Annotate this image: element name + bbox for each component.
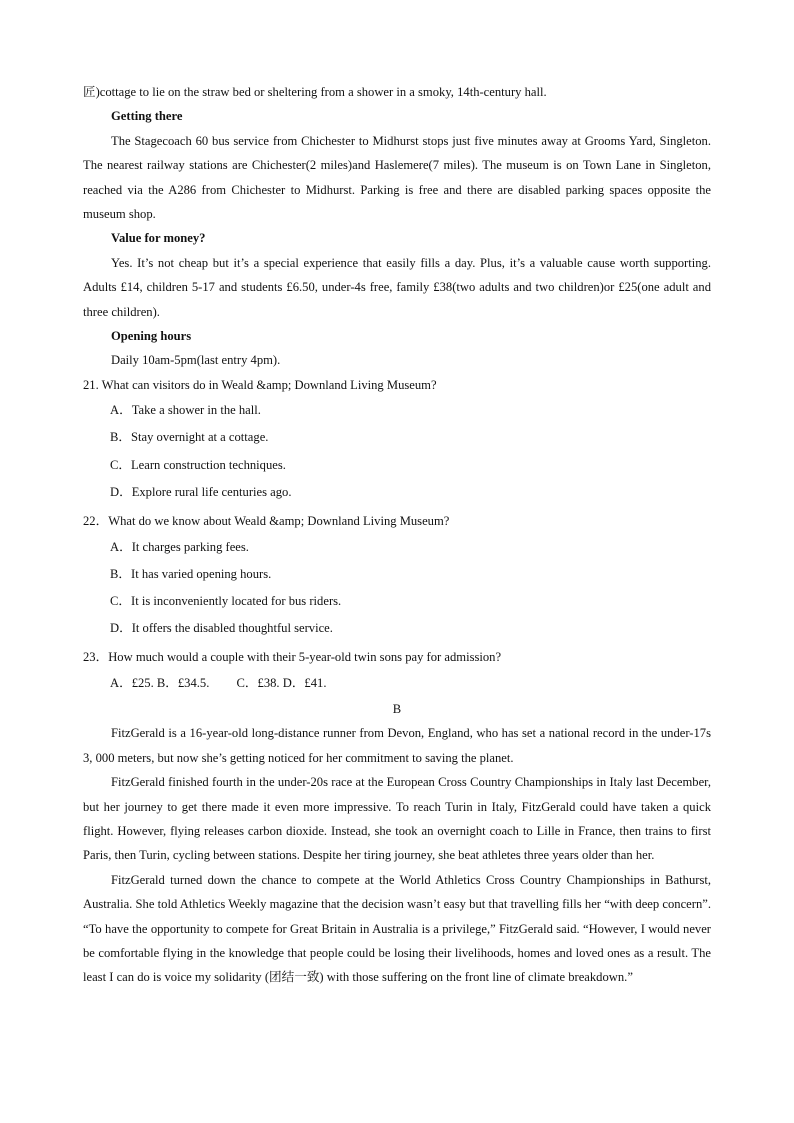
- question-21-option-b: B．Stay overnight at a cottage.: [110, 430, 269, 445]
- question-22-option-c: C．It is inconveniently located for bus riders.: [110, 593, 342, 608]
- question-21-option-d: D．Explore rural life centuries ago.: [110, 484, 292, 499]
- question-22-option-b: B．It has varied opening hours.: [110, 566, 272, 581]
- page-content: [83, 80, 711, 990]
- question-23-options: [83, 670, 711, 697]
- question-23-stem: 23．How much would a couple with their 5-year-old twin sons pay for admission?: [83, 650, 502, 665]
- getting-there-heading: Getting there: [111, 109, 183, 124]
- value-for-money-heading: Value for money?: [111, 231, 206, 246]
- opening-hours-heading: Opening hours: [111, 329, 192, 344]
- question-21-option-c: C．Learn construction techniques.: [110, 457, 286, 472]
- question-22-stem: 22．What do we know about Weald &amp; Downland Living Museum?: [83, 514, 450, 529]
- passage-b-paragraph-1: FitzGerald is a 16-year-old long-distance runner from Devon, England, who has set a national record in the under-17s 3, 000 meters, but now she’s getting noticed for her commitment to saving the planet.: [83, 726, 711, 765]
- question-22-option-a: A．It charges parking fees.: [110, 539, 249, 554]
- getting-there-paragraph: The Stagecoach 60 bus service from Chichester to Midhurst stops just five minutes away at Grooms Yard, Singleton. The nearest railway stations are Chichester(2 miles)and Haslemere(7 miles). The museum is on Town Lane in Singleton, reached via the A286 from Chichester to Midhurst. Parking is free and there are disabled parking spaces opposite the museum shop.: [83, 133, 711, 222]
- question-23-option-c: C．£38.: [236, 675, 280, 690]
- question-22-option-d: D．It offers the disabled thoughtful service.: [110, 621, 333, 636]
- question-23-option-a: A．£25.: [110, 675, 154, 690]
- passage-b-letter: B: [392, 701, 402, 716]
- passage-b-paragraph-3: FitzGerald turned down the chance to compete at the World Athletics Cross Country Championships in Bathurst, Australia. She told Athletics Weekly magazine that the decision wasn’t easy but that travelling fills her “with deep concern”. “To have the opportunity to compete for Great Britain in Australia is a privilege,” FitzGerald said. “However, I would never be comfortable flying in the knowledge that people could be losing their livelihoods, homes and loved ones as a result. The least I can do is voice my solidarity (团结一致) with those suffering on the front line of climate breakdown.”: [83, 872, 711, 985]
- question-21-option-a: A．Take a shower in the hall.: [110, 403, 261, 418]
- passage-b-paragraph-2: FitzGerald finished fourth in the under-20s race at the European Cross Country Championships in Italy last December, but her journey to get there made it even more impressive. To reach Turin in Italy, FitzGerald could have taken a quick flight. However, flying releases carbon dioxide. Instead, she took an overnight coach to Lille in France, then trains to first Paris, then Turin, cycling between stations. Despite her tiring journey, she beat athletes three years older than her.: [83, 775, 711, 863]
- question-23-option-b: B．£34.5.: [156, 675, 210, 690]
- question-21-stem: 21. What can visitors do in Weald &amp; Downland Living Museum?: [83, 377, 437, 392]
- opening-hours-paragraph: Daily 10am-5pm(last entry 4pm).: [111, 353, 281, 368]
- question-23-option-d: D．£41.: [282, 675, 327, 690]
- value-for-money-paragraph: Yes. It’s not cheap but it’s a special experience that easily fills a day. Plus, it’s a valuable cause worth supporting. Adults £14, children 5-17 and students £6.50, under-4s free, family £38(two adults and two children)or £25(one adult and three children).: [83, 255, 711, 319]
- passage-a-opening-line: 匠)cottage to lie on the straw bed or sheltering from a shower in a smoky, 14th-century hall.: [83, 85, 547, 99]
